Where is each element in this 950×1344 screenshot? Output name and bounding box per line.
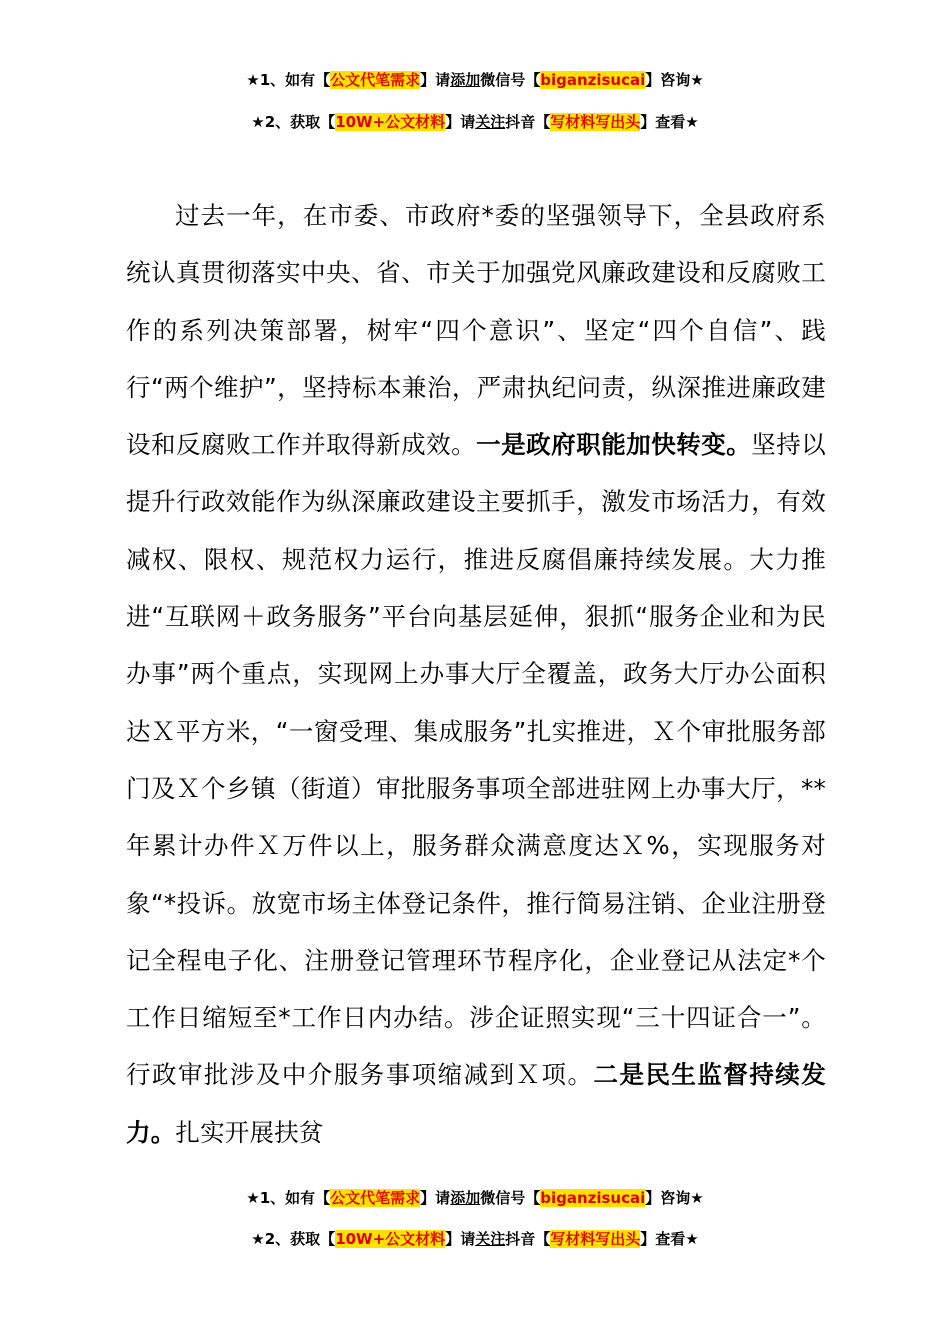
body-text: 坚持以提升行政效能作为纵深廉政建设主要抓手，激发市场活力，有效减权、限权、规范权力运行，推进反腐倡廉持续发展。大力推进“互联网＋政务服务”平台向基层延伸，狠抓“服务企业和为民办事”两个重点，实现网上办事大厅全覆盖，政务大厅办公面积达Ｘ平方米，“一窗受理、集成服务”扎实推进，Ｘ个审批服务部门及Ｘ个乡镇（街道）审批服务事项全部进驻网上办事大厅，**年累计办件Ｘ万件以上，服务群众满意度达Ｘ%，实现服务对象“*投诉。放宽市场主体登记条件，推行简易注销、企业注册登记全程电子化、注册登记管理环节程序化，企业登记从法定*个工作日缩短至*工作日内办结。涉企证照实现“三十四证合一”。行政审批涉及中介服务事项缩减到Ｘ项。 [126, 430, 827, 1090]
banner-underline: 关注 [475, 1230, 506, 1248]
footer-banner-line-1 [0, 1188, 950, 1208]
banner-text: 微信号【 [480, 71, 541, 89]
banner-text: 】请 [445, 113, 476, 131]
banner-text: 微信号【 [480, 1189, 541, 1207]
banner-underline: 添加 [450, 71, 481, 89]
banner-text: 】查看★ [640, 113, 699, 131]
banner-highlight: biganzisucai [540, 71, 646, 89]
banner-text: 】请 [420, 71, 451, 89]
banner-text: 】咨询★ [645, 71, 704, 89]
header-banner-line-1 [0, 70, 950, 90]
banner-text: 】请 [445, 1230, 476, 1248]
banner-highlight: biganzisucai [540, 1189, 646, 1207]
banner-text: ★2、获取【 [251, 1230, 336, 1248]
banner-text: 】请 [420, 1189, 451, 1207]
footer-banner-line-2 [0, 1229, 950, 1249]
banner-underline: 添加 [450, 1189, 481, 1207]
banner-highlight: 10W+公文材料 [335, 1230, 446, 1248]
banner-text: 】咨询★ [645, 1189, 704, 1207]
banner-highlight: 写材料写出头 [550, 1230, 641, 1248]
banner-highlight: 写材料写出头 [550, 113, 641, 131]
body-text: 过去一年，在市委、市政府*委的坚强领导下，全县政府系统认真贯彻落实中央、省、市关于加强党风廉政建设和反腐败工作的系列决策部署，树牢“四个意识”、坚定“四个自信”、践行“两个维护”，坚持标本兼治，严肃执纪问责，纵深推进廉政建设和反腐败工作并取得新成效。 [126, 201, 826, 460]
banner-text: ★2、获取【 [251, 113, 336, 131]
body-text: 扎实开展扶贫 [175, 1117, 324, 1147]
banner-text: 】查看★ [640, 1230, 699, 1248]
bold-heading-1: 一是政府职能加快转变。 [476, 430, 752, 460]
bold-heading-2: 二是民生监督持续发力。 [126, 1060, 826, 1147]
banner-highlight: 公文代笔需求 [330, 1189, 421, 1207]
header-banner-line-2 [0, 112, 950, 132]
banner-underline: 关注 [475, 113, 506, 131]
banner-text: ★1、如有【 [246, 71, 331, 89]
banner-highlight: 公文代笔需求 [330, 71, 421, 89]
banner-text: ★1、如有【 [246, 1189, 331, 1207]
banner-text: 抖音【 [505, 113, 551, 131]
body-paragraph [126, 187, 826, 1161]
banner-text: 抖音【 [505, 1230, 551, 1248]
banner-highlight: 10W+公文材料 [335, 113, 446, 131]
